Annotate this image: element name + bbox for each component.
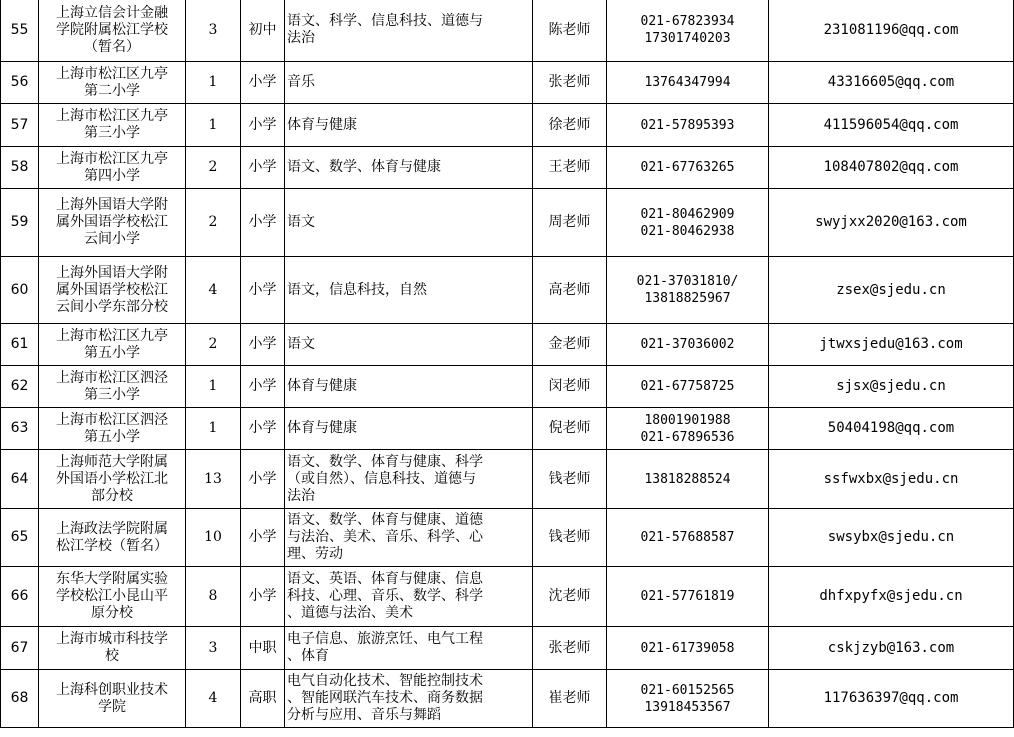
row-number: 67 [1, 627, 39, 670]
school-level: 小学 [241, 324, 285, 366]
school-level: 高职 [241, 670, 285, 728]
school-name-line: 东华大学附属实验 [56, 571, 168, 587]
school-name-line: 上海立信会计金融 [56, 4, 168, 21]
position-count: 2 [186, 147, 241, 189]
row-number: 57 [1, 104, 39, 147]
school-name-line: 上海科创职业技术 [56, 681, 168, 698]
subjects-line: 与法治、美术、音乐、科学、心 [287, 529, 483, 545]
school-name-line: 上海市松江区九亭 [56, 150, 168, 167]
school-name-line: 第三小学 [84, 125, 140, 141]
row-number: 61 [1, 324, 39, 366]
school-name-line: 云间小学 [84, 231, 140, 247]
school-name-line: 上海市松江区九亭 [56, 108, 168, 124]
contact-person: 王老师 [533, 147, 607, 189]
subjects [285, 567, 533, 627]
phone-number [607, 670, 769, 728]
school-name [39, 670, 186, 728]
email-address: 117636397@qq.com [769, 670, 1014, 728]
school-name-line: 第三小学 [84, 386, 140, 403]
phone-number-line: 021-37031810/ [636, 274, 739, 289]
school-name-line: 上海市松江区泗泾 [56, 411, 168, 428]
position-count: 8 [186, 567, 241, 627]
email-address: 231081196@qq.com [769, 0, 1014, 62]
phone-number-line: 13818288524 [644, 471, 731, 487]
email-address: 50404198@qq.com [769, 408, 1014, 450]
subjects [285, 627, 533, 670]
email-address: swsybx@sjedu.cn [769, 509, 1014, 567]
phone-number-line: 021-61739058 [640, 640, 735, 656]
school-name-line: 部分校 [91, 487, 133, 504]
subjects [285, 366, 533, 408]
phone-number-line: 021-67758725 [640, 379, 735, 394]
contact-person: 金老师 [533, 324, 607, 366]
email-address: sjsx@sjedu.cn [769, 366, 1014, 408]
row-number: 56 [1, 62, 39, 104]
phone-number-line: 021-57895393 [640, 117, 735, 133]
school-name-line: 松江学校（暂名） [56, 537, 168, 554]
school-name-line: 上海市松江区九亭 [56, 65, 168, 82]
contact-person: 钱老师 [533, 509, 607, 567]
school-level: 小学 [241, 62, 285, 104]
contact-person: 闵老师 [533, 366, 607, 408]
subjects [285, 104, 533, 147]
email-address: dhfxpyfx@sjedu.cn [769, 567, 1014, 627]
subjects-line: 、道德与法治、美术 [287, 605, 413, 621]
table-row [1, 0, 1014, 62]
phone-number [607, 0, 769, 62]
row-number: 62 [1, 366, 39, 408]
phone-number-line: 021-37036002 [640, 337, 735, 352]
table-row [1, 509, 1014, 567]
school-name [39, 509, 186, 567]
subjects-line: 语文，信息科技，自然 [287, 281, 427, 298]
school-name-line: 上海外国语大学附 [56, 264, 168, 281]
subjects [285, 450, 533, 509]
subjects-line: 音乐 [287, 74, 315, 90]
school-level: 小学 [241, 450, 285, 509]
email-address: ssfwxbx@sjedu.cn [769, 450, 1014, 509]
school-name-line: 第二小学 [84, 82, 140, 99]
school-name-line: 第五小学 [84, 344, 140, 361]
subjects-line: 电子信息、旅游烹饪、电气工程 [287, 631, 483, 647]
subjects-line: 语文、数学、体育与健康、道德 [287, 512, 483, 528]
school-name-line: 第四小学 [84, 167, 140, 184]
contact-person: 崔老师 [533, 670, 607, 728]
subjects-line: 语文 [287, 214, 315, 230]
school-name [39, 104, 186, 147]
school-level: 小学 [241, 509, 285, 567]
subjects-line: 科技、心理、音乐、数学、科学 [287, 588, 483, 604]
school-level: 小学 [241, 189, 285, 257]
school-level: 小学 [241, 257, 285, 324]
subjects-line: 语文、科学、信息科技、道德与 [287, 13, 483, 29]
position-count: 3 [186, 627, 241, 670]
position-count: 2 [186, 324, 241, 366]
school-name [39, 408, 186, 450]
school-name [39, 189, 186, 257]
position-count: 3 [186, 0, 241, 62]
contact-person: 陈老师 [533, 0, 607, 62]
email-address: 108407802@qq.com [769, 147, 1014, 189]
table-row [1, 366, 1014, 408]
phone-number-line: 021-67763265 [640, 160, 735, 175]
table-row [1, 104, 1014, 147]
phone-number [607, 324, 769, 366]
school-name-line: 上海市松江区泗泾 [56, 369, 168, 386]
position-count: 1 [186, 366, 241, 408]
phone-number-line: 13818825967 [644, 291, 731, 306]
phone-number [607, 104, 769, 147]
position-count: 2 [186, 189, 241, 257]
phone-number [607, 567, 769, 627]
position-count: 1 [186, 408, 241, 450]
subjects [285, 257, 533, 324]
subjects-line: 体育与健康 [287, 378, 357, 394]
school-name [39, 366, 186, 408]
subjects [285, 147, 533, 189]
row-number: 64 [1, 450, 39, 509]
row-number: 68 [1, 670, 39, 728]
school-name [39, 567, 186, 627]
phone-number [607, 509, 769, 567]
phone-number [607, 62, 769, 104]
school-name-line: 上海师范大学附属 [56, 453, 168, 470]
position-count: 4 [186, 257, 241, 324]
contact-person: 高老师 [533, 257, 607, 324]
contact-person: 周老师 [533, 189, 607, 257]
subjects [285, 670, 533, 728]
school-name-line: 校 [105, 648, 119, 664]
school-name-line: 上海市松江区九亭 [56, 327, 168, 344]
phone-number-line: 021-80462909 [640, 206, 735, 222]
row-number: 59 [1, 189, 39, 257]
school-name [39, 627, 186, 670]
school-name [39, 257, 186, 324]
school-name-line: 上海政法学院附属 [56, 520, 168, 537]
subjects-line: 法治 [287, 487, 315, 504]
phone-number-line: 021-80462938 [640, 223, 735, 239]
phone-number-line: 021-67896536 [640, 429, 735, 445]
row-number: 63 [1, 408, 39, 450]
phone-number-line: 17301740203 [644, 31, 731, 46]
school-level: 小学 [241, 408, 285, 450]
phone-number-line: 021-57761819 [640, 589, 735, 604]
school-name-line: 学院 [98, 698, 126, 715]
school-level: 小学 [241, 366, 285, 408]
table-row [1, 670, 1014, 728]
subjects [285, 408, 533, 450]
contact-person: 张老师 [533, 62, 607, 104]
email-address: cskjzyb@163.com [769, 627, 1014, 670]
subjects-line: 体育与健康 [287, 116, 357, 133]
school-level: 小学 [241, 567, 285, 627]
table-row [1, 450, 1014, 509]
table-row [1, 408, 1014, 450]
table-row [1, 567, 1014, 627]
contact-person: 倪老师 [533, 408, 607, 450]
subjects-line: 语文、数学、体育与健康 [287, 159, 441, 175]
contact-person: 徐老师 [533, 104, 607, 147]
school-name-line: 第五小学 [84, 428, 140, 445]
email-address: swyjxx2020@163.com [769, 189, 1014, 257]
phone-number-line: 13764347994 [644, 75, 731, 90]
email-address: 43316605@qq.com [769, 62, 1014, 104]
position-count: 1 [186, 104, 241, 147]
subjects-line: 分析与应用、音乐与舞蹈 [287, 707, 441, 723]
table-body [1, 0, 1014, 728]
contact-person: 钱老师 [533, 450, 607, 509]
school-name-line: 属外国语学校松江 [56, 214, 168, 230]
row-number: 60 [1, 257, 39, 324]
school-name [39, 324, 186, 366]
subjects [285, 62, 533, 104]
subjects [285, 509, 533, 567]
school-name-line: 学校松江小昆山平 [56, 588, 168, 604]
table-row [1, 147, 1014, 189]
phone-number [607, 450, 769, 509]
subjects-line: 语文、数学、体育与健康、科学 [287, 453, 483, 470]
phone-number-line: 021-60152565 [640, 682, 735, 698]
row-number: 55 [1, 0, 39, 62]
school-name [39, 0, 186, 62]
school-name-line: 外国语小学松江北 [56, 470, 168, 487]
table-row [1, 62, 1014, 104]
contact-person: 张老师 [533, 627, 607, 670]
subjects-line: 、体育 [287, 648, 329, 664]
school-name-line: 上海外国语大学附 [56, 197, 168, 213]
school-name [39, 62, 186, 104]
row-number: 58 [1, 147, 39, 189]
position-count: 4 [186, 670, 241, 728]
school-level: 初中 [241, 0, 285, 62]
subjects-line: 电气自动化技术、智能控制技术 [287, 673, 483, 689]
phone-number-line: 13918453567 [644, 699, 731, 715]
phone-number-line: 021-67823934 [640, 14, 735, 29]
phone-number [607, 257, 769, 324]
school-level: 小学 [241, 104, 285, 147]
phone-number [607, 189, 769, 257]
school-name-line: （暂名） [84, 38, 140, 55]
table-row [1, 257, 1014, 324]
email-address: jtwxsjedu@163.com [769, 324, 1014, 366]
school-name-line: 学院附属松江学校 [56, 21, 168, 38]
subjects-line: 理、劳动 [287, 546, 343, 562]
subjects-line: 法治 [287, 30, 315, 46]
school-name-line: 云间小学东部分校 [56, 298, 168, 315]
school-name-line: 属外国语学校松江 [56, 281, 168, 298]
school-name [39, 450, 186, 509]
subjects-line: 语文、英语、体育与健康、信息 [287, 571, 483, 587]
school-name-line: 上海市城市科技学 [56, 631, 168, 647]
phone-number-line: 021-57688587 [640, 530, 735, 545]
school-name [39, 147, 186, 189]
school-level: 小学 [241, 147, 285, 189]
email-address: zsex@sjedu.cn [769, 257, 1014, 324]
subjects-line: 语文 [287, 336, 315, 352]
subjects-line: （或自然）、信息科技、道德与 [287, 470, 476, 487]
subjects-line: 体育与健康 [287, 420, 357, 436]
position-count: 1 [186, 62, 241, 104]
phone-number [607, 408, 769, 450]
phone-number [607, 627, 769, 670]
table-row [1, 627, 1014, 670]
phone-number-line: 18001901988 [644, 412, 731, 428]
subjects [285, 324, 533, 366]
email-address: 411596054@qq.com [769, 104, 1014, 147]
table-row [1, 324, 1014, 366]
subjects [285, 0, 533, 62]
row-number: 66 [1, 567, 39, 627]
contact-person: 沈老师 [533, 567, 607, 627]
subjects [285, 189, 533, 257]
table-row [1, 189, 1014, 257]
phone-number [607, 147, 769, 189]
row-number: 65 [1, 509, 39, 567]
school-name-line: 原分校 [91, 605, 133, 621]
school-level: 中职 [241, 627, 285, 670]
position-count: 13 [186, 450, 241, 509]
phone-number [607, 366, 769, 408]
subjects-line: 、智能网联汽车技术、商务数据 [287, 690, 483, 706]
position-count: 10 [186, 509, 241, 567]
